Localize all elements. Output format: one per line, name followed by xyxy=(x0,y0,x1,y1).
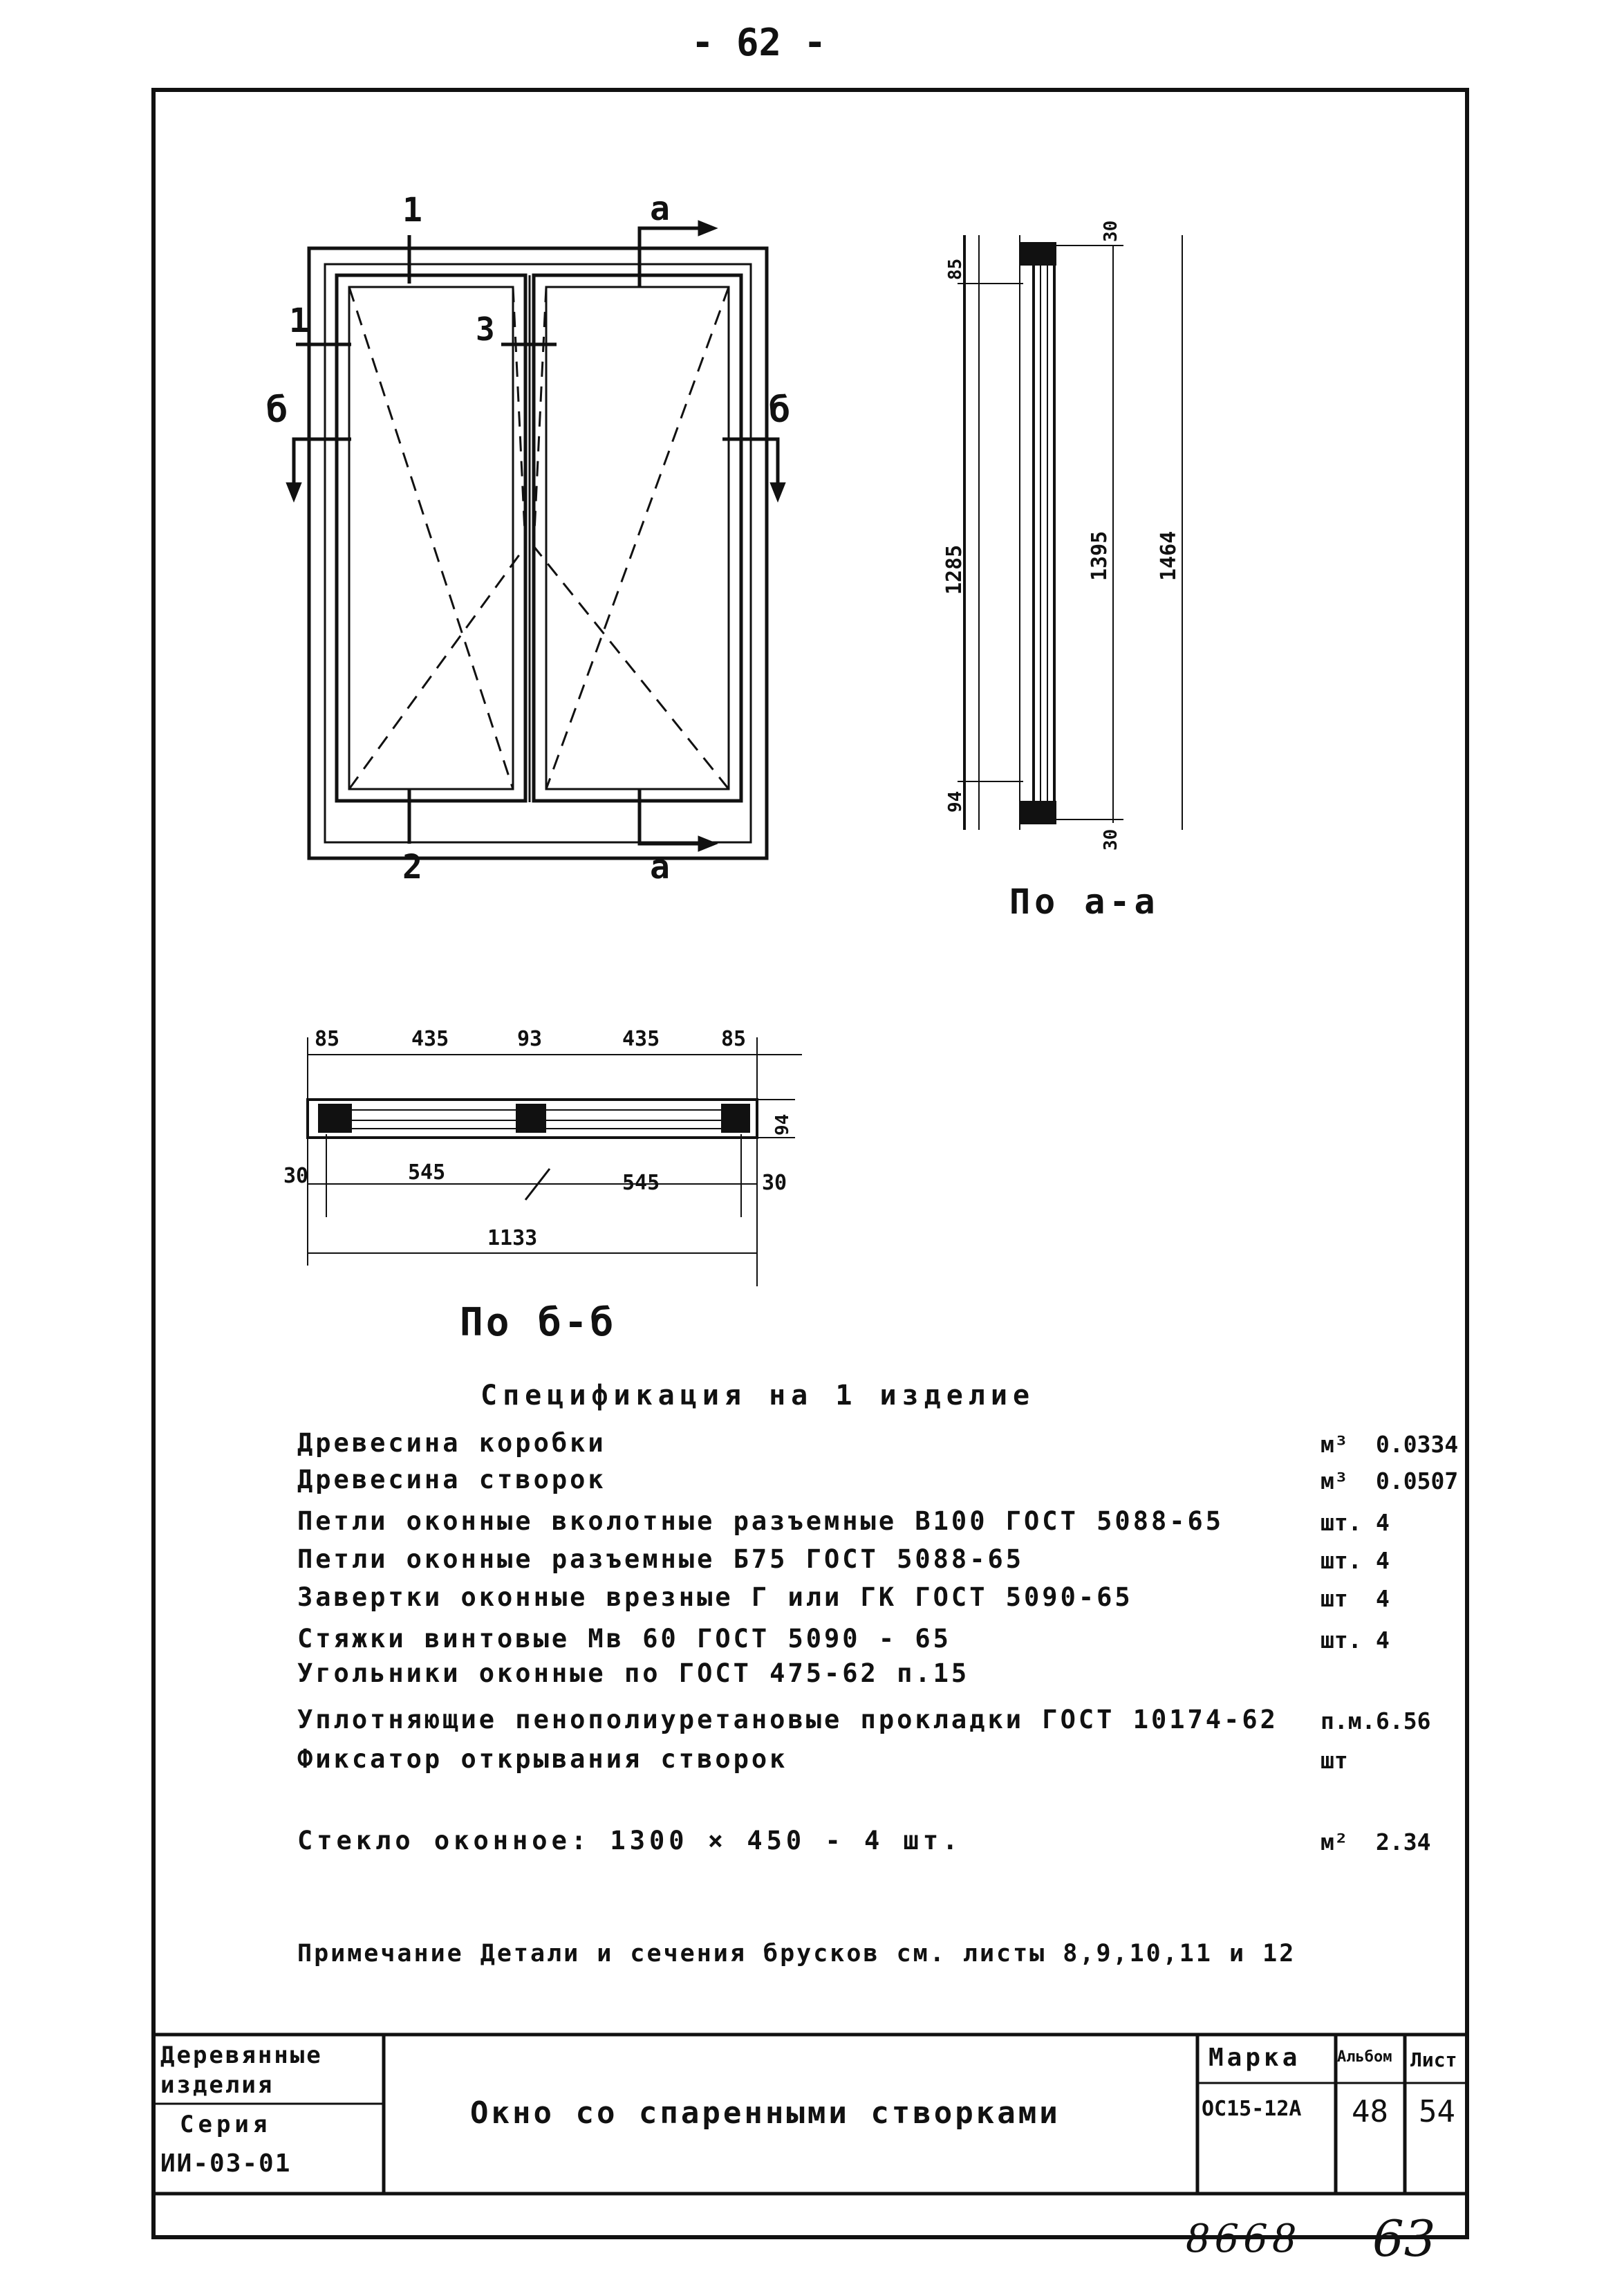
spec-item-qty: 4 xyxy=(1376,1627,1390,1654)
section-bb-top-dim: 85 xyxy=(315,1027,340,1051)
tb-series-value: ИИ-03-01 xyxy=(160,2149,292,2178)
spec-item-qty: 4 xyxy=(1376,1585,1390,1612)
spec-item-unit: шт xyxy=(1320,1747,1348,1774)
section-bb xyxy=(308,1037,802,1286)
spec-glass-unit: м² xyxy=(1320,1828,1348,1855)
cut-2-label: 2 xyxy=(402,848,422,887)
spec-item-name: Петли оконные разъемные Б75 ГОСТ 5088-65 xyxy=(297,1544,1025,1574)
section-bb-bottom-dim: 545 xyxy=(408,1160,446,1185)
spec-row xyxy=(297,1506,1445,1545)
spec-item-name: Петли оконные вколотные разъемные В100 ГОСТ 5088-65 xyxy=(297,1506,1224,1536)
cut-3-label: 3 xyxy=(476,311,495,348)
spec-row xyxy=(297,1582,1445,1621)
section-aa-dim: 1464 xyxy=(1157,530,1181,581)
spec-row xyxy=(297,1544,1445,1583)
section-aa-dim: 1285 xyxy=(942,544,967,595)
drawing-labels xyxy=(266,189,1181,1250)
section-aa-dim: 94 xyxy=(945,790,966,813)
cut-a-bottom xyxy=(640,788,700,844)
section-bb-bottom-dim: 30 xyxy=(283,1164,309,1188)
spec-item-name: Уплотняющие пенополиуретановые прокладки ГОСТ 10174-62 xyxy=(297,1705,1278,1734)
sheet-border xyxy=(153,90,1467,2237)
section-bb-thickness: 94 xyxy=(772,1113,793,1136)
section-aa-dim: 30 xyxy=(1101,828,1121,851)
right-sash-outer xyxy=(534,275,741,801)
outer-frame xyxy=(309,248,767,858)
section-bb-caption: По б-б xyxy=(460,1300,617,1345)
spec-item-qty: 6.56 xyxy=(1376,1707,1431,1734)
cut-a-top-label: a xyxy=(650,189,670,228)
tb-series-label: Серия xyxy=(180,2111,272,2138)
spec-row xyxy=(297,1705,1445,1743)
spec-row xyxy=(297,1658,1445,1697)
spec-item-unit: шт. xyxy=(1320,1547,1362,1574)
spec-item-unit: шт xyxy=(1320,1585,1348,1612)
tb-sheet-value: 54 xyxy=(1419,2094,1455,2129)
handwritten-number: 8668 xyxy=(1186,2216,1301,2261)
spec-item-name: Завертки оконные врезные Г или ГК ГОСТ 5090-65 xyxy=(297,1582,1133,1612)
spec-title: Спецификация на 1 изделие xyxy=(480,1380,1036,1411)
spec-item-qty: 4 xyxy=(1376,1509,1390,1536)
window-elevation xyxy=(288,223,783,858)
opening-diagonals xyxy=(349,287,729,789)
section-bb-top-dim: 435 xyxy=(622,1027,660,1051)
spec-item-qty: 0.0507 xyxy=(1376,1467,1459,1494)
spec-item-unit: п.м. xyxy=(1320,1707,1376,1734)
tb-category-line1: Деревянные xyxy=(160,2041,323,2069)
spec-item-unit: шт. xyxy=(1320,1627,1362,1654)
spec-row xyxy=(297,1624,1445,1663)
tb-title: Окно со спаренными створками xyxy=(470,2095,1061,2131)
tb-sheet-label: Лист xyxy=(1410,2048,1457,2071)
spec-glass-qty: 2.34 xyxy=(1376,1828,1431,1855)
spec-row xyxy=(297,1744,1445,1783)
spec-note: Примечание Детали и сечения брусков см. листы 8,9,10,11 и 12 xyxy=(297,1940,1296,1967)
cut-b-left xyxy=(294,439,351,484)
spec-item-unit: шт. xyxy=(1320,1509,1362,1536)
spec-item-name: Древесина створок xyxy=(297,1465,606,1494)
section-bb-bottom-dim: 30 xyxy=(762,1171,787,1195)
spec-row xyxy=(297,1428,1459,1467)
spec-item-name: Угольники оконные по ГОСТ 475-62 п.15 xyxy=(297,1658,970,1688)
section-bb-top-dim: 93 xyxy=(517,1027,543,1051)
section-bb-bottom-dim: 545 xyxy=(622,1171,660,1195)
spec-item-unit: м³ xyxy=(1320,1431,1348,1458)
cut-b-right-label: б xyxy=(769,389,791,431)
spec-item-name: Стяжки винтовые Мв 60 ГОСТ 5090 - 65 xyxy=(297,1624,951,1654)
tb-album-value: 48 xyxy=(1352,2094,1388,2129)
cut-1-left-label: 1 xyxy=(289,302,309,340)
page-number: - 62 - xyxy=(691,21,827,64)
cut-a-bottom-label: a xyxy=(650,848,670,887)
section-bb-top-dim: 85 xyxy=(721,1027,747,1051)
section-aa-dim: 1395 xyxy=(1088,530,1112,581)
spec-item-qty: 4 xyxy=(1376,1547,1390,1574)
cut-a-top xyxy=(640,228,700,287)
inner-frame xyxy=(325,264,751,842)
spec-item-unit: м³ xyxy=(1320,1467,1348,1494)
spec-item-qty: 0.0334 xyxy=(1376,1431,1459,1458)
spec-row xyxy=(297,1465,1459,1503)
tb-marka-value: ОС15-12А xyxy=(1202,2097,1302,2121)
tb-album-label: Альбом xyxy=(1337,2048,1392,2066)
section-aa xyxy=(958,235,1182,830)
tb-category-line2: изделия xyxy=(160,2071,274,2099)
section-aa-dim: 85 xyxy=(945,258,966,280)
tb-marka-label: Марка xyxy=(1208,2044,1301,2072)
handwritten-page: 63 xyxy=(1372,2210,1436,2268)
section-aa-caption: По а-а xyxy=(1009,882,1159,922)
spec-item-name: Древесина коробки xyxy=(297,1428,606,1458)
cut-1-top-label: 1 xyxy=(402,191,422,230)
section-bb-top-dim: 435 xyxy=(411,1027,449,1051)
section-aa-dim: 30 xyxy=(1101,220,1121,242)
spec-glass-row xyxy=(297,1826,1445,1864)
cut-b-left-label: б xyxy=(266,389,288,431)
spec-glass-name: Стекло оконное: 1300 × 450 - 4 шт. xyxy=(297,1826,962,1855)
spec-item-name: Фиксатор открывания створок xyxy=(297,1744,788,1774)
section-bb-total: 1133 xyxy=(487,1226,538,1250)
